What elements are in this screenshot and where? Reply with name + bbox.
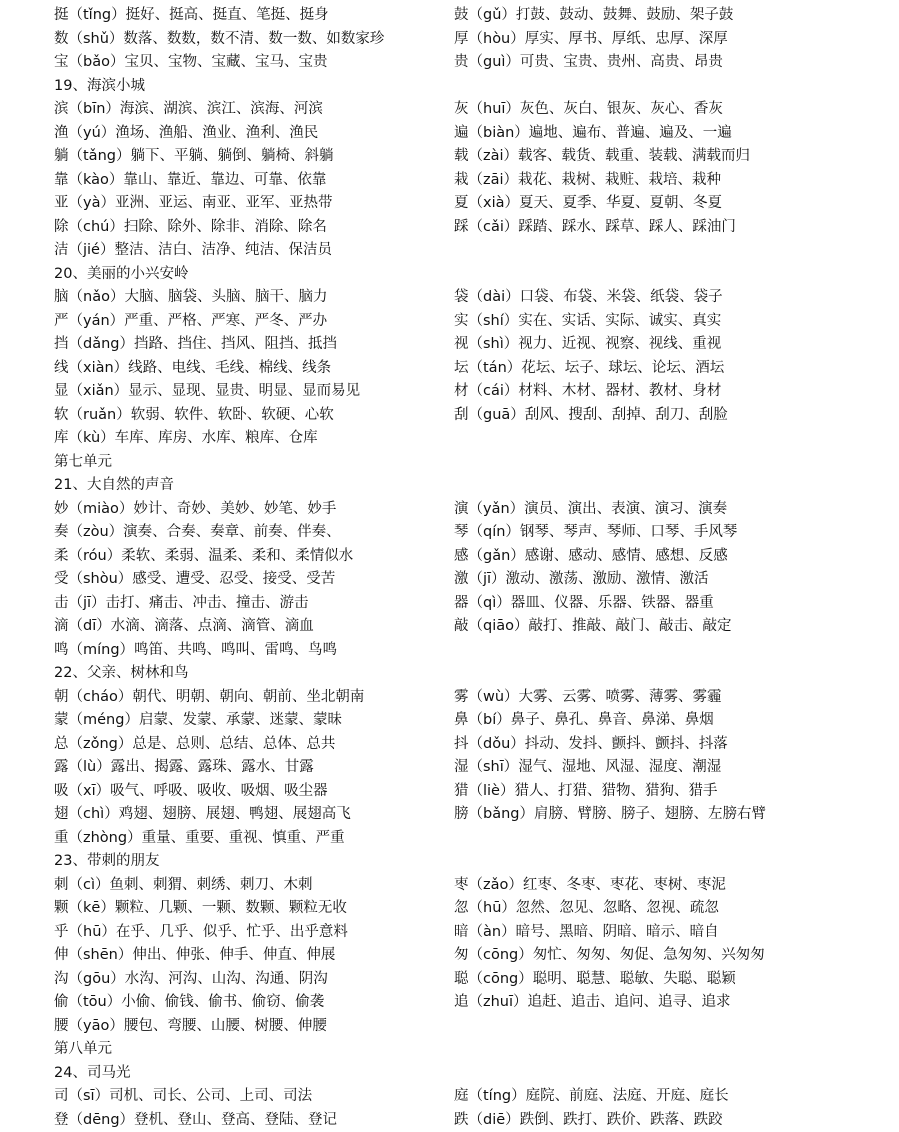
vocab-entry-right: 猎（liè）猎人、打猎、猎物、猎狗、猎手 <box>454 780 717 804</box>
vocab-entry-right: 庭（tíng）庭院、前庭、法庭、开庭、庭长 <box>454 1085 729 1109</box>
vocab-entry-right: 灰（huī）灰色、灰白、银灰、灰心、香灰 <box>454 98 723 122</box>
vocab-row <box>54 333 899 357</box>
vocab-row <box>54 733 899 757</box>
vocab-row <box>54 28 899 52</box>
vocab-entry-left: 洁（jié）整洁、洁白、洁净、纯洁、保洁员 <box>54 239 332 263</box>
vocab-row <box>54 874 899 898</box>
vocab-entry-right: 膀（bǎng）肩膀、臂膀、膀子、翅膀、左膀右臂 <box>454 803 766 827</box>
section-heading: 20、美丽的小兴安岭 <box>54 263 899 287</box>
vocab-entry-left: 躺（tǎng）躺下、平躺、躺倒、躺椅、斜躺 <box>54 145 333 169</box>
section-heading: 19、海滨小城 <box>54 75 899 99</box>
vocab-entry-left: 受（shòu）感受、遭受、忍受、接受、受苦 <box>54 568 335 592</box>
vocab-entry-left: 脑（nǎo）大脑、脑袋、头脑、脑干、脑力 <box>54 286 327 310</box>
vocab-entry-right: 坛（tán）花坛、坛子、球坛、论坛、酒坛 <box>454 357 724 381</box>
vocab-row <box>54 310 899 334</box>
vocab-entry-left: 亚（yà）亚洲、亚运、南亚、亚军、亚热带 <box>54 192 332 216</box>
vocab-entry-left: 偷（tōu）小偷、偷钱、偷书、偷窃、偷袭 <box>54 991 324 1015</box>
vocab-entry-left: 腰（yāo）腰包、弯腰、山腰、树腰、伸腰 <box>54 1015 327 1039</box>
document-page <box>54 4 899 1132</box>
vocab-row <box>54 592 899 616</box>
vocab-entry-right: 实（shí）实在、实话、实际、诚实、真实 <box>454 310 721 334</box>
vocab-entry-left: 软（ruǎn）软弱、软件、软卧、软硬、心软 <box>54 404 334 428</box>
vocab-entry-right: 袋（dài）口袋、布袋、米袋、纸袋、袋子 <box>454 286 723 310</box>
vocab-entry-left: 严（yán）严重、严格、严寒、严冬、严办 <box>54 310 327 334</box>
vocab-entry-right: 追（zhuī）追赶、追击、追问、追寻、追求 <box>454 991 731 1015</box>
vocab-row <box>54 380 899 404</box>
vocab-entry-left: 乎（hū）在乎、几乎、似乎、忙乎、出乎意料 <box>54 921 348 945</box>
vocab-entry-left: 颗（kē）颗粒、几颗、一颗、数颗、颗粒无收 <box>54 897 347 921</box>
vocab-entry-left: 显（xiǎn）显示、显现、显贵、明显、显而易见 <box>54 380 360 404</box>
vocab-row <box>54 286 899 310</box>
vocab-row <box>54 545 899 569</box>
vocab-entry-right: 琴（qín）钢琴、琴声、琴师、口琴、手风琴 <box>454 521 737 545</box>
vocab-entry-left: 沟（gōu）水沟、河沟、山沟、沟通、阴沟 <box>54 968 328 992</box>
vocab-entry-left: 总（zǒng）总是、总则、总结、总体、总共 <box>54 733 335 757</box>
vocab-entry-right: 厚（hòu）厚实、厚书、厚纸、忠厚、深厚 <box>454 28 728 52</box>
vocab-row <box>54 1085 899 1109</box>
vocab-row <box>54 498 899 522</box>
vocab-entry-right: 感（gǎn）感谢、感动、感情、感想、反感 <box>454 545 728 569</box>
vocab-entry-left: 鸣（míng）鸣笛、共鸣、鸣叫、雷鸣、鸟鸣 <box>54 639 337 663</box>
section-heading: 22、父亲、树林和鸟 <box>54 662 899 686</box>
vocab-row <box>54 827 899 851</box>
vocab-entry-right: 夏（xià）夏天、夏季、华夏、夏朝、冬夏 <box>454 192 722 216</box>
vocab-entry-right: 聪（cōng）聪明、聪慧、聪敏、失聪、聪颖 <box>454 968 736 992</box>
vocab-entry-left: 宝（bǎo）宝贝、宝物、宝藏、宝马、宝贵 <box>54 51 327 75</box>
section-heading: 21、大自然的声音 <box>54 474 899 498</box>
vocab-entry-left: 滴（dī）水滴、滴落、点滴、滴管、滴血 <box>54 615 314 639</box>
vocab-entry-right: 视（shì）视力、近视、视察、视线、重视 <box>454 333 721 357</box>
vocab-row <box>54 921 899 945</box>
vocab-entry-right: 演（yǎn）演员、演出、表演、演习、演奏 <box>454 498 727 522</box>
vocab-row <box>54 145 899 169</box>
vocab-row <box>54 639 899 663</box>
vocab-row <box>54 51 899 75</box>
vocab-entry-right: 湿（shī）湿气、湿地、风湿、湿度、潮湿 <box>454 756 721 780</box>
vocab-row <box>54 239 899 263</box>
vocab-entry-right: 贵（guì）可贵、宝贵、贵州、高贵、昂贵 <box>454 51 723 75</box>
vocab-row <box>54 568 899 592</box>
vocab-entry-left: 柔（róu）柔软、柔弱、温柔、柔和、柔情似水 <box>54 545 353 569</box>
vocab-row <box>54 122 899 146</box>
vocab-entry-right: 跌（diē）跌倒、跌打、跌价、跌落、跌跤 <box>454 1109 723 1132</box>
vocab-row <box>54 521 899 545</box>
vocab-entry-right: 抖（dǒu）抖动、发抖、颤抖、颤抖、抖落 <box>454 733 728 757</box>
vocab-entry-right: 刮（guā）刮风、搜刮、刮掉、刮刀、刮脸 <box>454 404 728 428</box>
vocab-row <box>54 98 899 122</box>
vocab-entry-left: 挺（tǐng）挺好、挺高、挺直、笔挺、挺身 <box>54 4 329 28</box>
vocab-row <box>54 780 899 804</box>
vocab-row <box>54 756 899 780</box>
vocab-entry-right: 枣（zǎo）红枣、冬枣、枣花、枣树、枣泥 <box>454 874 726 898</box>
vocab-row <box>54 192 899 216</box>
vocab-row <box>54 944 899 968</box>
vocab-row <box>54 4 899 28</box>
vocab-entry-left: 挡（dǎng）挡路、挡住、挡风、阻挡、抵挡 <box>54 333 337 357</box>
vocab-entry-left: 渔（yú）渔场、渔船、渔业、渔利、渔民 <box>54 122 318 146</box>
vocab-row <box>54 1015 899 1039</box>
vocab-row <box>54 404 899 428</box>
section-heading: 第七单元 <box>54 451 899 475</box>
vocab-entry-left: 登（dēng）登机、登山、登高、登陆、登记 <box>54 1109 337 1132</box>
vocab-row <box>54 169 899 193</box>
vocab-entry-left: 朝（cháo）朝代、明朝、朝向、朝前、坐北朝南 <box>54 686 364 710</box>
vocab-entry-right: 匆（cōng）匆忙、匆匆、匆促、急匆匆、兴匆匆 <box>454 944 765 968</box>
vocab-entry-left: 露（lù）露出、揭露、露珠、露水、甘露 <box>54 756 314 780</box>
vocab-row <box>54 615 899 639</box>
vocab-entry-left: 翅（chì）鸡翅、翅膀、展翅、鸭翅、展翅高飞 <box>54 803 351 827</box>
vocab-entry-left: 库（kù）车库、库房、水库、粮库、仓库 <box>54 427 318 451</box>
vocab-entry-left: 线（xiàn）线路、电线、毛线、棉线、线条 <box>54 357 331 381</box>
vocab-row <box>54 897 899 921</box>
vocab-entry-right: 材（cái）材料、木材、器材、教材、身材 <box>454 380 721 404</box>
vocab-entry-left: 靠（kào）靠山、靠近、靠边、可靠、依靠 <box>54 169 326 193</box>
vocab-entry-left: 除（chú）扫除、除外、除非、消除、除名 <box>54 216 327 240</box>
section-heading: 23、带刺的朋友 <box>54 850 899 874</box>
vocab-entry-right: 器（qì）器皿、仪器、乐器、铁器、器重 <box>454 592 714 616</box>
vocab-entry-left: 刺（cì）鱼刺、刺猬、刺绣、刺刀、木刺 <box>54 874 313 898</box>
vocab-entry-right: 遍（biàn）遍地、遍布、普遍、遍及、一遍 <box>454 122 732 146</box>
vocab-row <box>54 357 899 381</box>
vocab-entry-left: 吸（xī）吸气、呼吸、吸收、吸烟、吸尘器 <box>54 780 328 804</box>
vocab-row <box>54 427 899 451</box>
vocab-entry-right: 敲（qiāo）敲打、推敲、敲门、敲击、敲定 <box>454 615 732 639</box>
vocab-entry-left: 数（shǔ）数落、数数，数不清、数一数、如数家珍 <box>54 28 384 52</box>
vocab-entry-left: 蒙（méng）启蒙、发蒙、承蒙、迷蒙、蒙昧 <box>54 709 342 733</box>
vocab-entry-right: 雾（wù）大雾、云雾、喷雾、薄雾、雾霾 <box>454 686 722 710</box>
vocab-entry-right: 踩（cǎi）踩踏、踩水、踩草、踩人、踩油门 <box>454 216 736 240</box>
vocab-entry-right: 载（zài）载客、载货、载重、装载、满载而归 <box>454 145 750 169</box>
vocab-entry-right: 激（jī）激动、激荡、激励、激情、激活 <box>454 568 709 592</box>
vocab-entry-left: 司（sī）司机、司长、公司、上司、司法 <box>54 1085 312 1109</box>
vocab-row <box>54 968 899 992</box>
vocab-entry-right: 鼓（gǔ）打鼓、鼓动、鼓舞、鼓励、架子鼓 <box>454 4 733 28</box>
vocab-row <box>54 991 899 1015</box>
vocab-row <box>54 709 899 733</box>
vocab-entry-left: 伸（shēn）伸出、伸张、伸手、伸直、伸展 <box>54 944 335 968</box>
vocab-entry-right: 栽（zāi）栽花、栽树、栽赃、栽培、栽种 <box>454 169 721 193</box>
vocab-entry-right: 暗（àn）暗号、黑暗、阴暗、暗示、暗自 <box>454 921 719 945</box>
vocab-entry-left: 击（jī）击打、痛击、冲击、撞击、游击 <box>54 592 309 616</box>
vocab-row <box>54 686 899 710</box>
section-heading: 第八单元 <box>54 1038 899 1062</box>
section-heading: 24、司马光 <box>54 1062 899 1086</box>
vocab-row <box>54 216 899 240</box>
vocab-entry-left: 滨（bīn）海滨、湖滨、滨江、滨海、河滨 <box>54 98 323 122</box>
vocab-entry-left: 妙（miào）妙计、奇妙、美妙、妙笔、妙手 <box>54 498 336 522</box>
vocab-entry-right: 忽（hū）忽然、忽见、忽略、忽视、疏忽 <box>454 897 719 921</box>
vocab-row <box>54 803 899 827</box>
vocab-row <box>54 1109 899 1132</box>
vocab-entry-left: 奏（zòu）演奏、合奏、奏章、前奏、伴奏、 <box>54 521 341 545</box>
vocab-entry-right: 鼻（bí）鼻子、鼻孔、鼻音、鼻涕、鼻烟 <box>454 709 714 733</box>
vocab-entry-left: 重（zhòng）重量、重要、重视、慎重、严重 <box>54 827 345 851</box>
